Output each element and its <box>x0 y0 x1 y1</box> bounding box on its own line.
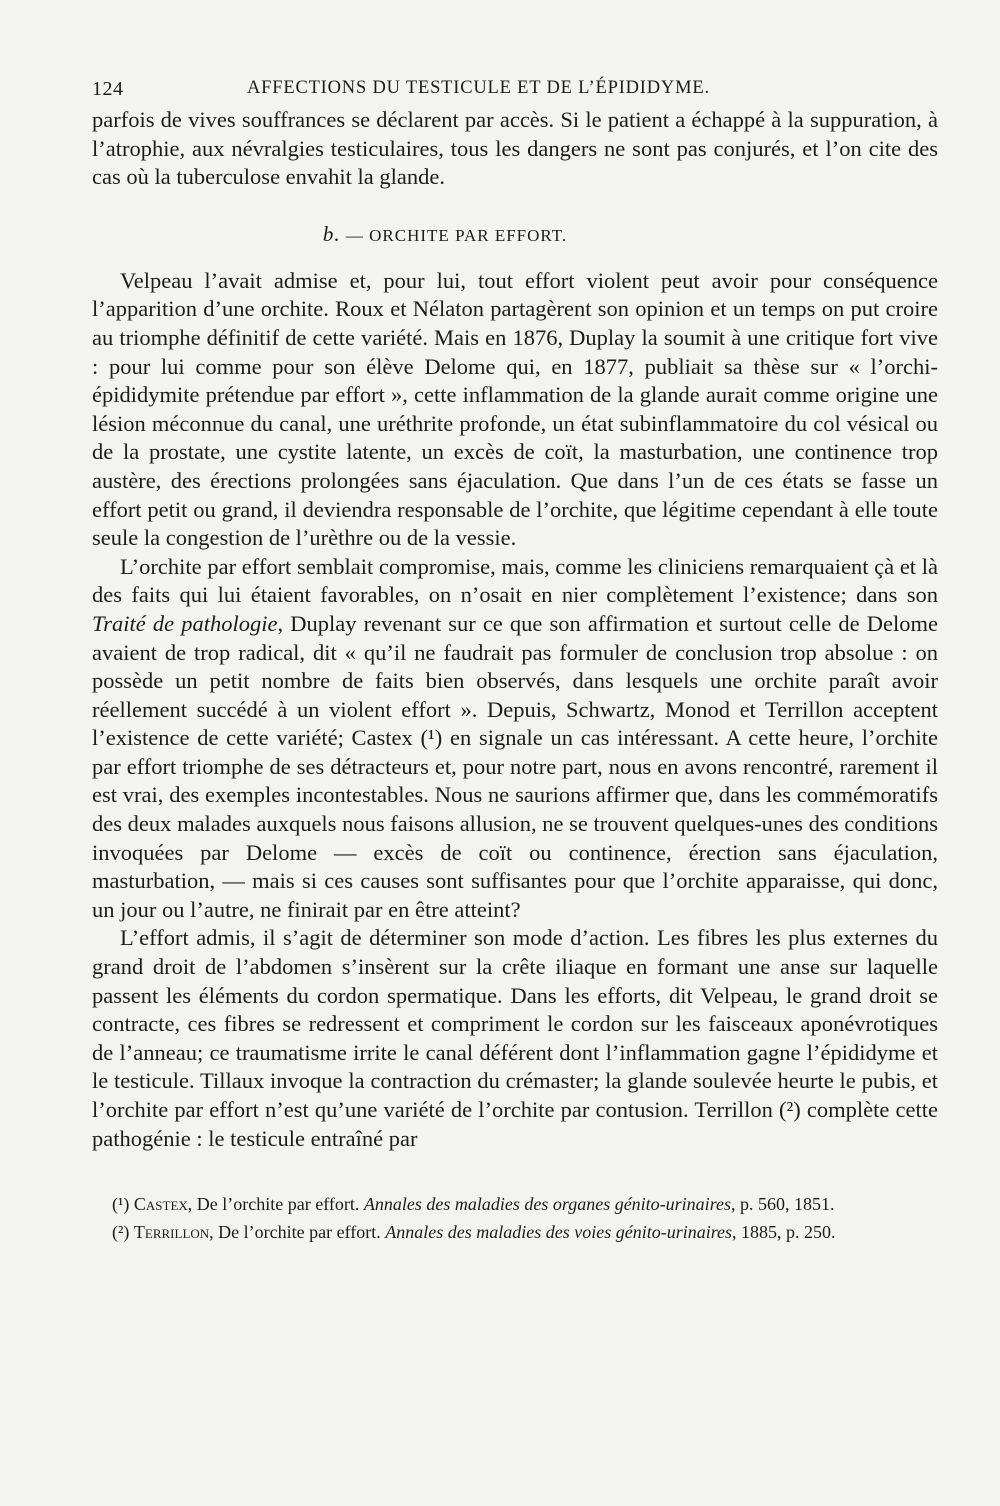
paragraph-velpeau: Velpeau l’avait admise et, pour lui, tout effort violent peut avoir pour conséquence l’apparition d’une orchite. Roux et Nélaton partagèrent son opinion et un temps on put croire au triomphe définitif de cette variété. Mais en 1876, Duplay la soumit à une critique fort vive : pour lui comme pour son élève Delome qui, en 1877, publiait sa thèse sur « l’orchi-épididymite prétendue par effort », cette inflammation de la glande aurait comme origine une lésion méconnue du canal, une uréthrite profonde, un état subinflammatoire du col vésical ou de la prostate, une cystite latente, un excès de coït, la masturbation, une continence trop austère, des érections prolongées sans éjaculation. Que dans l’un de ces états se fasse un effort petit ou grand, il deviendra responsable de l’orchite, que légitime cependant à elle toute seule la congestion de l’urèthre ou de la vessie. <box>92 267 938 551</box>
footnote-reference: (²) <box>779 1097 801 1122</box>
footnote-title: , De l’orchite par effort. <box>187 1194 364 1215</box>
section-title: — ORCHITE PAR EFFORT. <box>340 225 568 245</box>
paragraph-text: en signale un cas intéressant. A cette heure, l’orchite par effort triomphe de ses détracteurs et, pour notre part, nous en avons rencontré, rarement il est vrai, des exemples incontestables. Nous ne saurions affirmer que, dans les commémoratifs des deux malades auxquels nous faisons allusion, ne se trouvent quelques-unes des conditions invoquées par Delome — excès de coït ou continence, érection sans éjaculation, masturbation, — mais si ces causes sont suffisantes pour que l’orchite apparaisse, qui donc, un jour ou l’autre, ne finirait par en être atteint? <box>92 725 939 922</box>
footnote-2 <box>92 1221 938 1243</box>
section-letter: b. <box>322 221 341 246</box>
footnote-ref: , p. 560, 1851. <box>731 1194 835 1215</box>
footnotes <box>92 1193 938 1243</box>
footnote-ref: , 1885, p. 250. <box>732 1222 836 1243</box>
paragraph-orchite-compromise <box>92 553 938 925</box>
footnote-marker: (²) <box>112 1222 130 1243</box>
paragraph-text: , Duplay revenant sur ce que son affirmation et surtout celle de Delome avaient de trop radical, dit « qu’il ne faudrait pas formuler de conclusion trop absolue : on possède un petit nombre de faits bien observés, dans lesquels une orchite paraît avoir réellement succédé à un violent effort ». Depuis, Schwartz, Monod et Terrillon acceptent l’existence de cette variété; Castex <box>92 610 938 751</box>
section-heading <box>92 222 938 247</box>
footnote-1 <box>92 1193 938 1215</box>
paragraph-text: L’orchite par effort semblait compromise, mais, comme les cliniciens remarquaient çà et là des faits qui lui étaient favorables, on n’osait en nier complètement l’existence; dans son <box>92 553 938 608</box>
document-page <box>92 72 938 1249</box>
intro-paragraph: parfois de vives souffrances se déclarent par accès. Si le patient a échappé à la suppuration, à l’atrophie, aux névralgies testiculaires, tous les dangers ne sont pas conjurés, et l’on cite des cas où la tuberculose envahit la glande. <box>92 107 938 190</box>
paragraph-effort-admis <box>92 924 938 1153</box>
footnote-author: Castex <box>133 1194 188 1215</box>
running-title: AFFECTIONS DU TESTICULE ET DE L’ÉPIDIDYME. <box>247 78 710 98</box>
footnote-journal: Annales des maladies des voies génito-urinaires <box>385 1222 733 1243</box>
paragraph-text: complète cette pathogénie : le testicule entraîné par <box>92 1097 938 1151</box>
book-title: Traité de pathologie <box>92 610 278 636</box>
footnote-marker: (¹) <box>112 1194 130 1215</box>
page-number: 124 <box>92 78 124 100</box>
paragraph-text: L’effort admis, il s’agit de déterminer son mode d’action. Les fibres les plus externes du grand droit de l’abdomen s’insèrent sur la crête iliaque en formant une anse sur laquelle passent les éléments du cordon spermatique. Dans les efforts, dit Velpeau, le grand droit se contracte, ces fibres se redressent et compriment le cordon sur les faisceaux aponévrotiques de l’anneau; ce traumatisme irrite le canal déférent dont l’inflammation gagne l’épididyme et le testicule. Tillaux invoque la contraction du crémaster; la glande soulevée heurte le pubis, et l’orchite par effort n’est qu’une variété de l’orchite par contusion. Terrillon <box>92 925 938 1122</box>
footnote-title: , De l’orchite par effort. <box>209 1222 386 1243</box>
footnote-reference: (¹) <box>420 725 443 751</box>
footnote-journal: Annales des maladies des organes génito-urinaires <box>363 1194 732 1215</box>
running-head <box>92 72 938 106</box>
footnote-author: Terrillon <box>133 1222 210 1243</box>
